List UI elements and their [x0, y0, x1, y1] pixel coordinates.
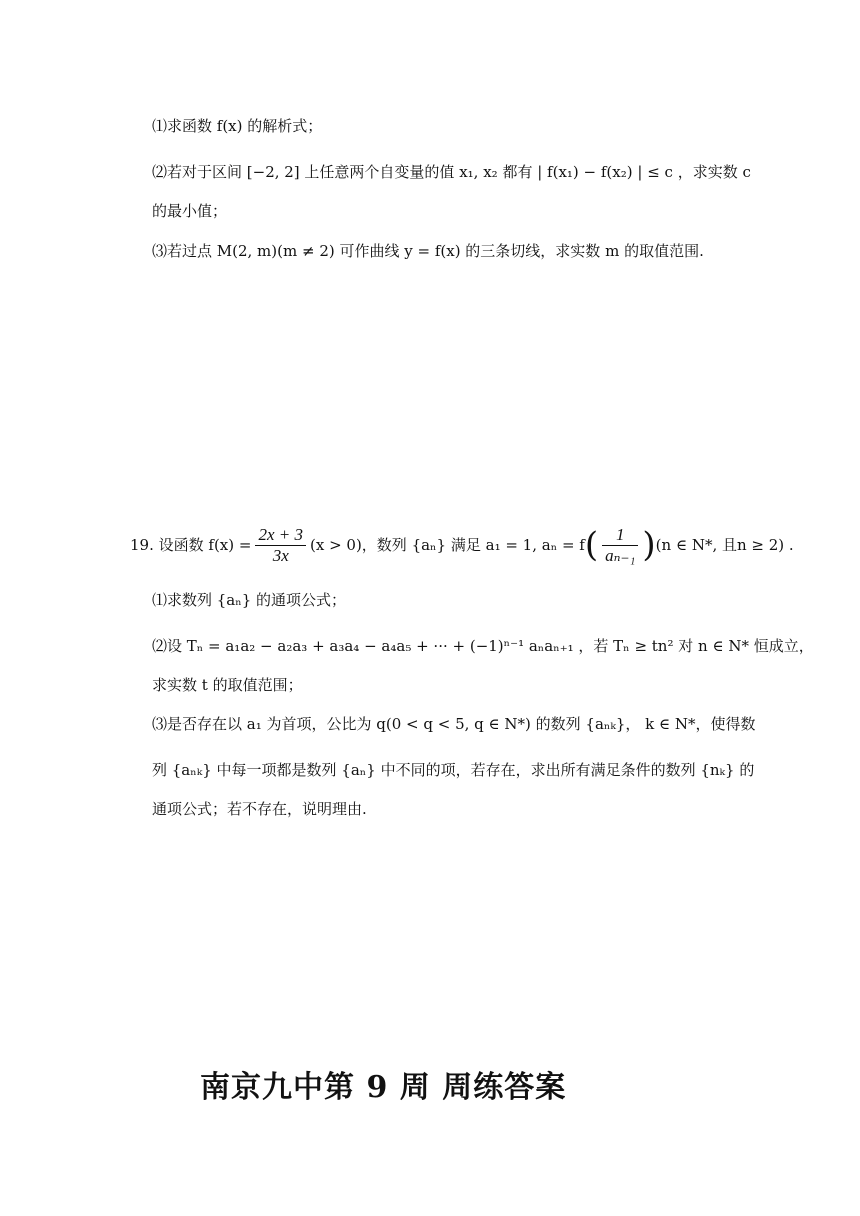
- answer-heading: 南京九中第 9 周 周练答案: [200, 1070, 567, 1105]
- q19-part2-line1: ⑵设 Tₙ = a₁a₂ − a₂a₃ + a₃a₄ − a₄a₅ + ··· + (−1)ⁿ⁻¹ aₙaₙ₊₁ ，若 Tₙ ≥ tn² 对 n ∈ N* 恒成立，: [152, 637, 814, 655]
- q19-intro: [130, 522, 794, 568]
- q18-part3: ⑶若过点 M(2, m)(m ≠ 2) 可作曲线 y = f(x) 的三条切线，求实数 m 的取值范围.: [152, 242, 704, 260]
- q19-part2-line2: 求实数 t 的取值范围；: [152, 676, 303, 694]
- q19-part3-line2: 列 {aₙₖ} 中每一项都是数列 {aₙ} 中不同的项，若存在，求出所有满足条件的数列 {nₖ} 的: [152, 761, 755, 779]
- q19-part3-line3: 通项公式；若不存在，说明理由.: [152, 800, 367, 818]
- q19-intro-prefix: 19. 设函数 f(x) =: [130, 536, 252, 554]
- q18-part2-line1: ⑵若对于区间 [−2, 2] 上任意两个自变量的值 x₁, x₂ 都有 | f(x₁) − f(x₂) | ≤ c ，求实数 c: [152, 163, 751, 181]
- q19-frac1-numerator: 2x + 3: [255, 525, 306, 546]
- q19-part1: ⑴求数列 {aₙ} 的通项公式；: [152, 591, 347, 609]
- q19-right-paren: ): [642, 525, 656, 565]
- q19-intro-mid: (x > 0)，数列 {aₙ} 满足 a₁ = 1, aₙ = f: [309, 536, 585, 554]
- q19-frac-1-over-a: [602, 525, 638, 566]
- q19-left-paren: (: [584, 525, 599, 565]
- q19-frac2-numerator: 1: [602, 525, 638, 546]
- q18-part1: ⑴求函数 f(x) 的解析式；: [152, 117, 323, 135]
- q19-frac-2x3-over-3x: [255, 525, 306, 566]
- q19-frac1-denominator: 3x: [272, 545, 289, 565]
- q18-part2-line2: 的最小值；: [152, 202, 228, 220]
- q19-part3-line1: ⑶是否存在以 a₁ 为首项，公比为 q(0 < q < 5, q ∈ N*) 的数列 {aₙₖ}， k ∈ N*，使得数: [152, 715, 756, 733]
- q19-intro-suffix: (n ∈ N*, 且n ≥ 2) .: [655, 536, 794, 554]
- q19-frac2-denominator: aₙ₋₁: [605, 545, 636, 565]
